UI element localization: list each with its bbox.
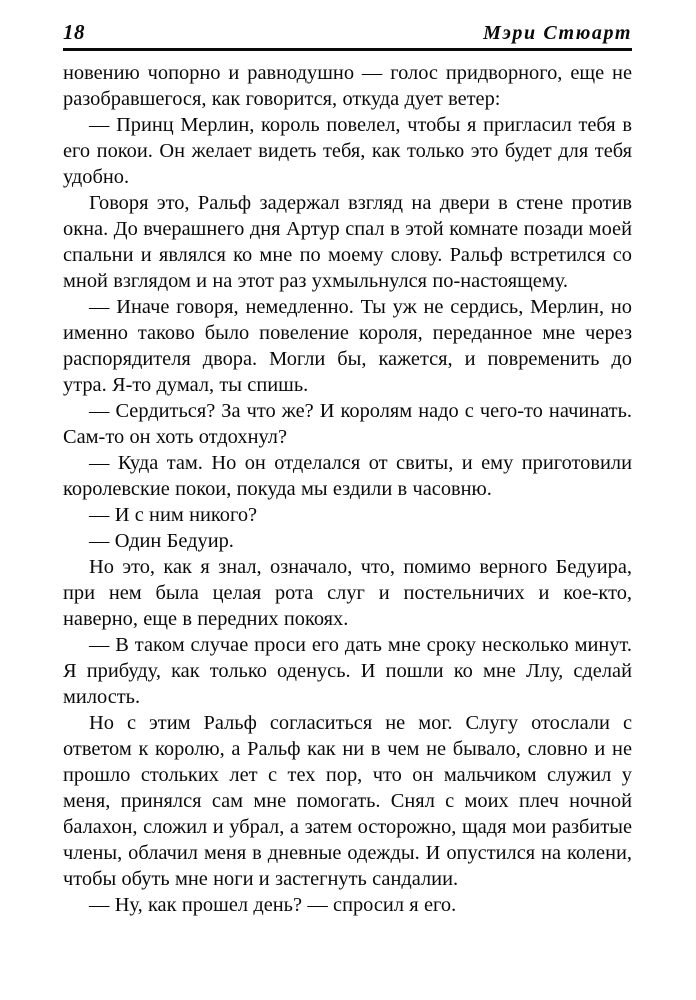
- paragraph: — В таком случае проси его дать мне сроку несколько минут. Я прибуду, как только оденусь. И пошли ко мне Ллу, сделай милость.: [63, 634, 632, 708]
- header-rule: [63, 48, 632, 51]
- paragraph: — Принц Мерлин, король повелел, чтобы я пригласил тебя в его покои. Он желает видеть тебя, как только это будет для тебя удобно.: [63, 114, 632, 188]
- paragraph: — Иначе говоря, немедленно. Ты уж не сердись, Мерлин, но именно таково было повеление короля, переданное мне через распорядителя двора. Могли бы, кажется, и повременить до утра. Я-то думал, ты спишь.: [63, 296, 632, 396]
- body-text: [63, 60, 632, 918]
- running-head: [63, 20, 632, 45]
- paragraph: — И с ним никого?: [89, 504, 258, 526]
- book-title: Мэри Стюарт: [483, 22, 632, 44]
- paragraph: — Куда там. Но он отделался от свиты, и ему приготовили королевские покои, покуда мы ездили в часовню.: [63, 452, 632, 500]
- paragraph: Говоря это, Ральф задержал взгляд на двери в стене против окна. До вчерашнего дня Артур спал в этой комнате позади моей спальни и являлся ко мне по моему слову. Ральф встретился со мной взглядом и на этот раз ухмыльнулся по-настоящему.: [63, 192, 632, 292]
- paragraph: новению чопорно и равнодушно — голос придворного, еще не разобравшегося, как говорится, откуда дует ветер:: [63, 62, 632, 110]
- paragraph: — Сердиться? За что же? И королям надо с чего-то начинать. Сам-то он хоть отдохнул?: [63, 400, 632, 448]
- paragraph: — Ну, как прошел день? — спросил я его.: [89, 894, 457, 916]
- page-number: 18: [63, 20, 85, 44]
- paragraph: Но это, как я знал, означало, что, помимо верного Бедуира, при нем была целая рота слуг и постельничих и кое-кто, наверно, еще в передних покоях.: [63, 556, 632, 630]
- paragraph: Но с этим Ральф согласиться не мог. Слугу отослали с ответом к королю, а Ральф как ни в чем не бывало, словно и не прошло стольких лет с тех пор, что он мальчиком служил у меня, принялся сам мне помогать. Снял с моих плеч ночной балахон, сложил и убрал, а затем осторожно, щадя мои разбитые члены, облачил меня в дневные одежды. И опустился на колени, чтобы обуть мне ноги и застегнуть сандалии.: [63, 712, 632, 890]
- paragraph: — Один Бедуир.: [89, 530, 234, 552]
